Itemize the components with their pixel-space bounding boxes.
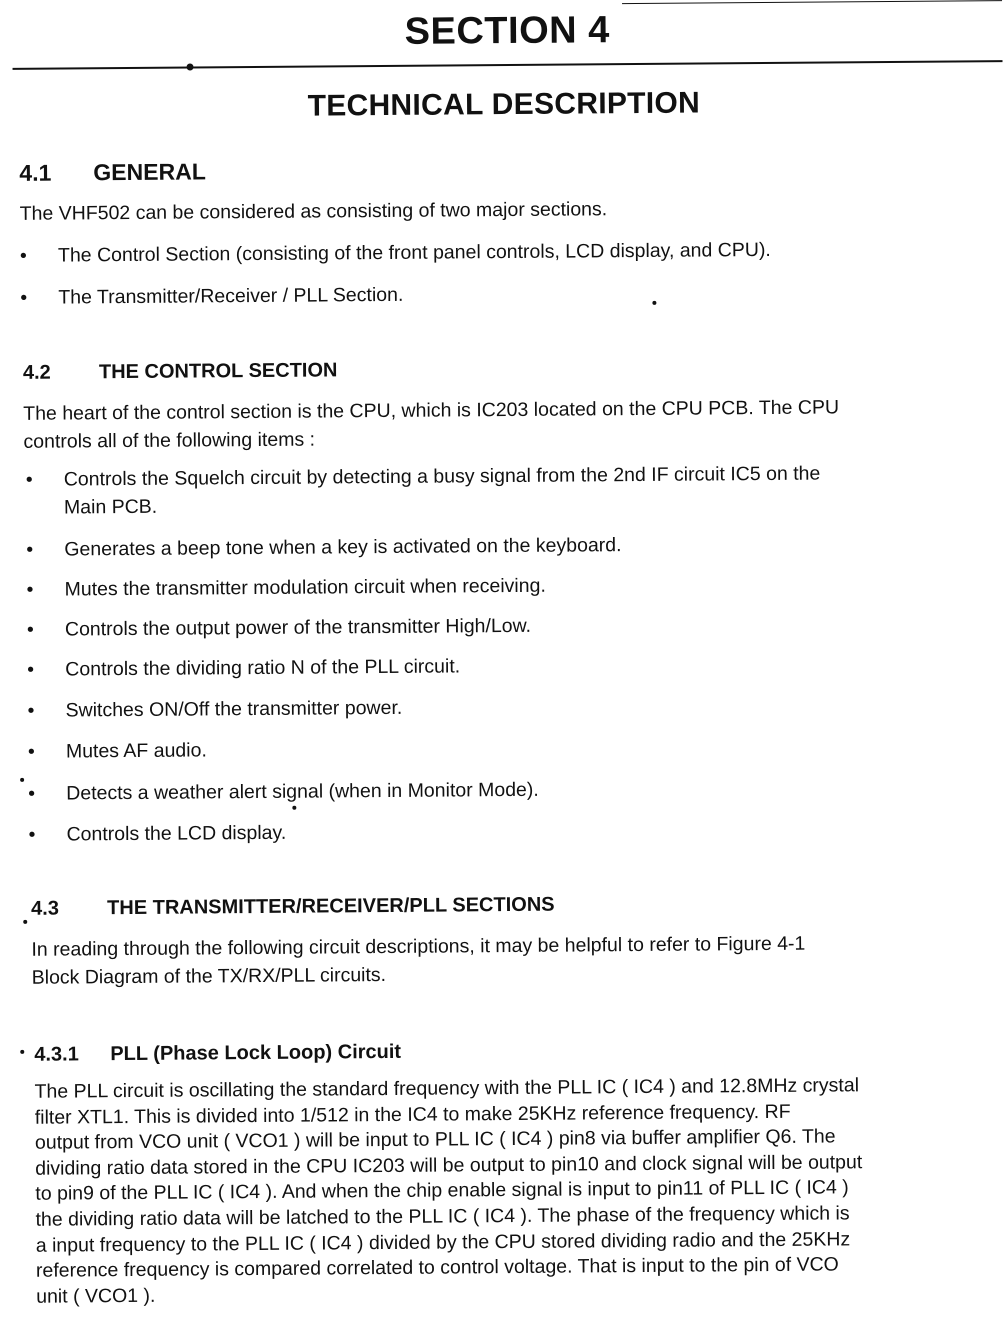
bullet-icon: • — [27, 740, 35, 763]
heading-4-3 — [31, 894, 555, 921]
heading-4-1 — [19, 158, 206, 186]
document-title: TECHNICAL DESCRIPTION — [307, 86, 701, 123]
section-number: SECTION 4 — [404, 9, 610, 53]
heading-number: 4.2 — [22, 361, 51, 384]
pll-description: The PLL circuit is oscillating the standard frequency with the PLL IC ( IC4 ) and 12.8MHz crystal filter XTL1. This is divided into 1/512 in the IC4 to make 25KHz reference frequency. RF output from VCO unit ( VCO1 ) will be input to PLL IC ( IC4 ) pin8 via buffer amplifier Q6. The dividing ratio data stored in the CPU IC203 will be output to pin10 and clock signal will be output to pin9 of the PLL IC ( IC4 ). And when the chip enable signal is input to pin11 of PLL IC ( IC4 ) the dividing ratio data will be latched to the PLL IC ( IC4 ). The phase of the frequency which is a input frequency to the PLL IC ( IC4 ) divided by the CPU stored dividing radio and the 25KHz reference frequency is compared correlated to control voltage. That is input to the pin of VCO unit ( VCO1 ). — [34, 1074, 863, 1308]
bullet-icon: • — [19, 244, 27, 267]
bullet-icon: • — [26, 538, 34, 561]
heading-title: THE CONTROL SECTION — [98, 359, 338, 384]
heading-4-2 — [23, 359, 338, 384]
heading-title: PLL (Phase Lock Loop) Circuit — [110, 1040, 402, 1066]
scan-speck — [20, 778, 24, 782]
bullet-icon: • — [28, 823, 36, 846]
section-header — [12, 6, 1002, 70]
bullet-icon: • — [26, 578, 34, 601]
bullet-icon: • — [27, 658, 35, 681]
scan-speck — [652, 301, 656, 305]
scan-speck — [23, 920, 27, 924]
bullet-icon: • — [28, 782, 36, 805]
heading-number: 4.3.1 — [34, 1043, 79, 1066]
heading-4-3-1 — [34, 1041, 401, 1067]
bullet-icon: • — [25, 468, 33, 491]
scan-speck — [20, 1050, 24, 1054]
manual-page: SECTION 4 TECHNICAL DESCRIPTION 4.1 GENERAL The VHF502 can be considered as consisting of two major sections. • The Control Section (consisting of the front panel controls, LCD display, and CPU). • The Transmitter/Receiver / PLL Section. 4.2 THE CONTROL SECTION The heart of the control section is the CPU, which is IC203 located on the CPU PCB. The CPU controls all of the following items : • Controls the Squelch circuit by detecting a busy signal from the 2nd IF circuit IC5 on the Main PCB. • Generates a beep tone when a key is activated on the keyboard. • Mutes the transmitter modulation circuit when receiving. • Controls the output power of the transmitter High/Low. • Controls the dividing ratio N of the PLL circuit. • Switches ON/Off the transmitter power. • Mutes AF audio. • Detects a weather alert signal (when in Monitor Mode). • Controls the LCD display. 4.3 THE TRANSMITTER/RECEIVER/PLL SECTIONS In reading through the following circuit descriptions, it may be helpful to refer to Figure 4-1 Block Diagram of the TX/RX/PLL circuits. 4.3.1 PLL (Phase Lock Loop) Circuit The PLL circuit is oscillating the standard frequency with the PLL IC ( IC4 ) and 12.8MHz crystal filter XTL1. This is divided into 1/512 in the IC4 to make 25KHz reference frequency. RF output from VCO unit ( VCO1 ) will be input to PLL IC ( IC4 ) pin8 via buffer amplifier Q6. The dividing ratio data stored in the CPU IC203 will be output to pin10 and clock signal will be output to pin9 of the PLL IC ( IC4 ). And when the chip enable signal is input to pin11 of PLL IC ( IC4 ) the dividing ratio data will be latched to the PLL IC ( IC4 ). The phase of the frequency which is a input frequency to the PLL IC ( IC4 ) divided by the CPU stored dividing radio and the 25KHz reference frequency is compared correlated to control voltage. That is input to the pin of VCO unit ( VCO1 ). — [0, 0, 1006, 1317]
general-intro: The VHF502 can be considered as consisting of two major sections. — [19, 198, 608, 225]
heading-title: THE TRANSMITTER/RECEIVER/PLL SECTIONS — [107, 893, 555, 920]
scan-speck — [292, 806, 296, 810]
top-rule — [622, 0, 1002, 4]
heading-number: 4.3 — [31, 897, 60, 920]
bullet-icon: • — [26, 618, 34, 641]
txrx-intro: In reading through the following circuit descriptions, it may be helpful to refer to Figure 4-1 Block Diagram of the TX/RX/PLL circuits. — [31, 932, 806, 989]
control-intro: The heart of the control section is the CPU, which is IC203 located on the CPU PCB. The CPU controls all of the following items : — [23, 396, 840, 453]
heading-number: 4.1 — [19, 159, 52, 186]
rule-dot — [187, 63, 194, 70]
bullet-icon: • — [20, 286, 28, 309]
heading-title: GENERAL — [93, 158, 206, 186]
bullet-icon: • — [27, 699, 35, 722]
header-rule — [13, 60, 1003, 70]
